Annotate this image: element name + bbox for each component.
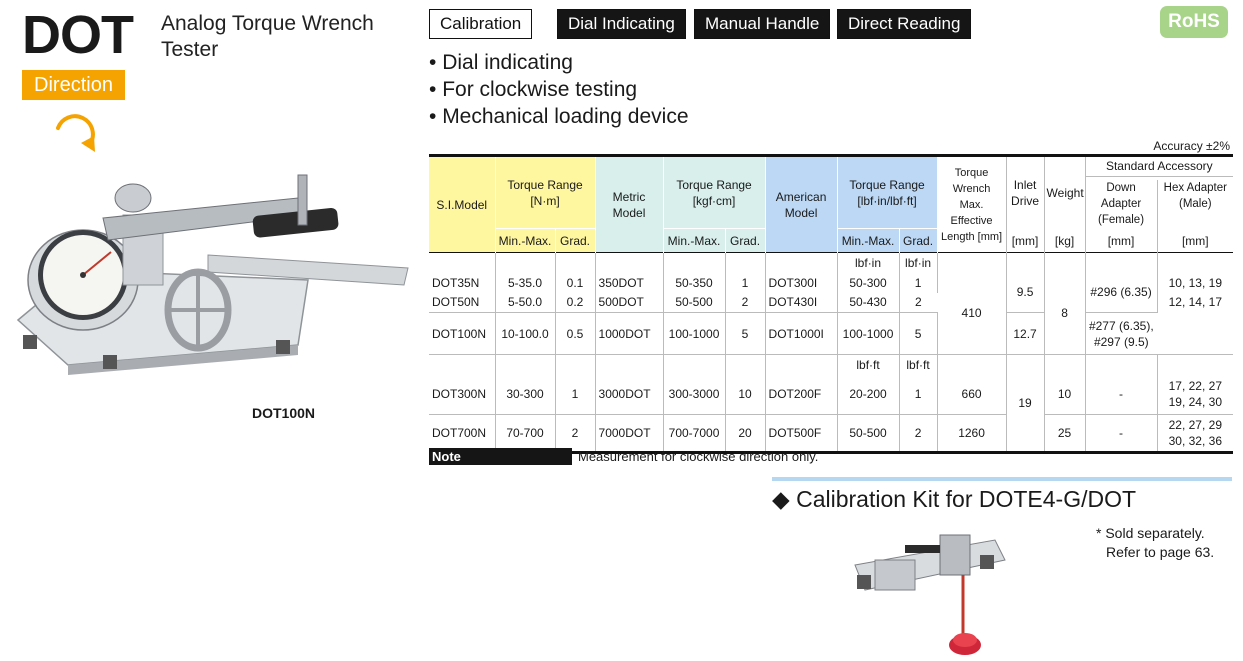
tag-calibration: Calibration bbox=[429, 9, 532, 39]
table-cell: 2 bbox=[725, 293, 765, 313]
header-accessory-title: Standard Accessory bbox=[1086, 157, 1234, 177]
tag-manual-handle: Manual Handle bbox=[694, 9, 830, 39]
table-cell: 5-50.0 bbox=[495, 293, 555, 313]
table-cell: 2 bbox=[555, 415, 595, 453]
table-cell: 0.5 bbox=[555, 313, 595, 355]
table-cell: 10-100.0 bbox=[495, 313, 555, 355]
table-cell: 2 bbox=[914, 295, 922, 310]
table-cell-weight: 10 bbox=[1044, 375, 1085, 415]
hex-line: 19, 24, 30 bbox=[1168, 395, 1222, 410]
calibration-kit-photo bbox=[845, 520, 1015, 660]
product-photo bbox=[8, 170, 410, 385]
rohs-badge: RoHS bbox=[1160, 6, 1228, 38]
tag-dial-indicating: Dial Indicating bbox=[557, 9, 686, 39]
header-torque-lbf: Torque Range [lbf·in/lbf·ft] bbox=[837, 156, 937, 229]
header-hex-adapter: Hex Adapter (Male) bbox=[1163, 182, 1227, 210]
table-cell-down: - bbox=[1085, 375, 1157, 415]
header-down-adapter: Down Adapter (Female) bbox=[1086, 180, 1158, 228]
header-inlet-unit: [mm] bbox=[1006, 229, 1044, 253]
table-cell-length: 1260 bbox=[937, 415, 1006, 453]
table-cell: 1000DOT bbox=[595, 313, 663, 355]
feature-item: • Mechanical loading device bbox=[429, 103, 689, 130]
table-cell: 70-700 bbox=[495, 415, 555, 453]
table-cell-weight: 25 bbox=[1044, 415, 1085, 453]
table-cell: 2 bbox=[899, 415, 937, 453]
kit-title: ◆ Calibration Kit for DOTE4-G/DOT bbox=[772, 486, 1137, 512]
table-cell: 50-350 bbox=[663, 273, 725, 293]
table-cell: 20-200 bbox=[837, 375, 899, 415]
unit-lbfft: lbf·ft bbox=[837, 355, 899, 375]
header-standard-accessory bbox=[1085, 156, 1233, 229]
table-cell: 10 bbox=[725, 375, 765, 415]
header-nm-minmax: Min.-Max. bbox=[495, 229, 555, 253]
header-si-model: S.I.Model bbox=[429, 156, 495, 253]
hex-line: 10, 13, 19 bbox=[1168, 275, 1222, 290]
photo-caption: DOT100N bbox=[252, 405, 316, 421]
unit-lbfft-grad: lbf·ft bbox=[899, 355, 937, 375]
table-cell-hex bbox=[1157, 273, 1233, 355]
header-wrench-length: Torque Wrench Max. Effective Length [mm] bbox=[937, 156, 1006, 253]
header-weight: Weight bbox=[1044, 156, 1085, 229]
header-kgf-minmax: Min.-Max. bbox=[663, 229, 725, 253]
header-hex-unit: [mm] bbox=[1157, 229, 1233, 253]
header-inlet-drive: Inlet Drive bbox=[1006, 156, 1044, 229]
table-cell-si: DOT700N bbox=[429, 415, 495, 453]
table-cell-weight: 8 bbox=[1044, 273, 1085, 355]
table-cell-inlet: 12.7 bbox=[1006, 313, 1044, 355]
table-cell: 50-300 bbox=[837, 273, 899, 293]
table-cell: 0.2 bbox=[555, 293, 595, 313]
unit-lbfin-grad: lbf·in bbox=[899, 253, 937, 273]
hex-line: 22, 27, 29 bbox=[1168, 418, 1222, 432]
table-cell-length: 660 bbox=[937, 375, 1006, 415]
table-cell: 20 bbox=[725, 415, 765, 453]
feature-item: • Dial indicating bbox=[429, 49, 689, 76]
table-cell: 50-430 bbox=[837, 293, 899, 313]
hex-line: 17, 22, 27 bbox=[1168, 379, 1222, 394]
header-torque-kgf: Torque Range [kgf·cm] bbox=[663, 156, 765, 229]
table-cell: DOT500F bbox=[765, 415, 837, 453]
table-cell: 300-3000 bbox=[663, 375, 725, 415]
table-cell: 1 bbox=[899, 273, 937, 293]
note-text: Measurement for clockwise direction only. bbox=[578, 449, 819, 464]
table-cell-si: DOT35N bbox=[429, 273, 495, 293]
table-cell: 350DOT bbox=[595, 273, 663, 293]
direction-badge: Direction bbox=[22, 70, 125, 100]
header-kgf-grad: Grad. bbox=[725, 229, 765, 253]
table-cell: 5-35.0 bbox=[495, 273, 555, 293]
table-cell-down: #296 (6.35) bbox=[1085, 273, 1157, 313]
kit-note-line: * Sold separately. bbox=[1096, 525, 1205, 541]
kit-note bbox=[1096, 524, 1214, 562]
section-divider bbox=[772, 477, 1232, 481]
feature-item: • For clockwise testing bbox=[429, 76, 689, 103]
table-cell: DOT1000I bbox=[765, 313, 837, 355]
table-cell: 100-1000 bbox=[663, 313, 725, 355]
table-cell: DOT300I bbox=[765, 273, 837, 293]
table-cell: 3000DOT bbox=[595, 375, 663, 415]
table-cell-down: - bbox=[1085, 415, 1157, 453]
table-cell: 1 bbox=[555, 375, 595, 415]
accuracy-note: Accuracy ±2% bbox=[1153, 139, 1230, 153]
kit-note-line: Refer to page 63. bbox=[1106, 544, 1215, 560]
note-label: Note bbox=[429, 448, 572, 465]
hex-line: 12, 14, 17 bbox=[1168, 294, 1222, 309]
table-cell-si: DOT50N bbox=[429, 293, 495, 313]
table-cell: 50-500 bbox=[663, 293, 725, 313]
table-cell: 30-300 bbox=[495, 375, 555, 415]
model-name: DOT bbox=[22, 5, 133, 65]
hex-line: 30, 32, 36 bbox=[1168, 434, 1222, 448]
table-cell: 5 bbox=[725, 313, 765, 355]
spec-table bbox=[429, 154, 1233, 454]
table-cell: DOT200F bbox=[765, 375, 837, 415]
header-metric-model: Metric Model bbox=[595, 156, 663, 253]
table-cell: DOT430I bbox=[765, 293, 837, 313]
table-cell: 700-7000 bbox=[663, 415, 725, 453]
table-cell: 7000DOT bbox=[595, 415, 663, 453]
table-cell: 50-500 bbox=[837, 415, 899, 453]
table-cell: 1 bbox=[899, 375, 937, 415]
table-cell-si: DOT100N bbox=[429, 313, 495, 355]
clockwise-arrow-icon bbox=[50, 106, 102, 158]
header-nm-grad: Grad. bbox=[555, 229, 595, 253]
table-cell: 0.1 bbox=[555, 273, 595, 293]
header-lbf-minmax: Min.-Max. bbox=[837, 229, 899, 253]
header-weight-unit: [kg] bbox=[1044, 229, 1085, 253]
table-cell-si: DOT300N bbox=[429, 375, 495, 415]
table-cell-hex bbox=[1157, 415, 1233, 453]
table-cell: 5 bbox=[899, 313, 937, 355]
table-cell: 100-1000 bbox=[837, 313, 899, 355]
tag-direct-reading: Direct Reading bbox=[837, 9, 971, 39]
header-torque-nm: Torque Range [N·m] bbox=[495, 156, 595, 229]
feature-list bbox=[429, 49, 689, 130]
header-lbf-grad: Grad. bbox=[899, 229, 937, 253]
table-cell: 500DOT bbox=[595, 293, 663, 313]
table-cell-inlet: 19 bbox=[1006, 355, 1044, 453]
table-cell-hex bbox=[1157, 375, 1233, 415]
header-american-model: American Model bbox=[765, 156, 837, 253]
table-cell: 1 bbox=[725, 273, 765, 293]
table-cell-length: 410 bbox=[937, 273, 1006, 355]
table-cell-down: #277 (6.35), #297 (9.5) bbox=[1085, 313, 1157, 355]
table-cell-inlet: 9.5 bbox=[1006, 273, 1044, 313]
header-down-unit: [mm] bbox=[1085, 229, 1157, 253]
unit-lbfin: lbf·in bbox=[837, 253, 899, 273]
product-title: Analog Torque Wrench Tester bbox=[161, 12, 374, 61]
